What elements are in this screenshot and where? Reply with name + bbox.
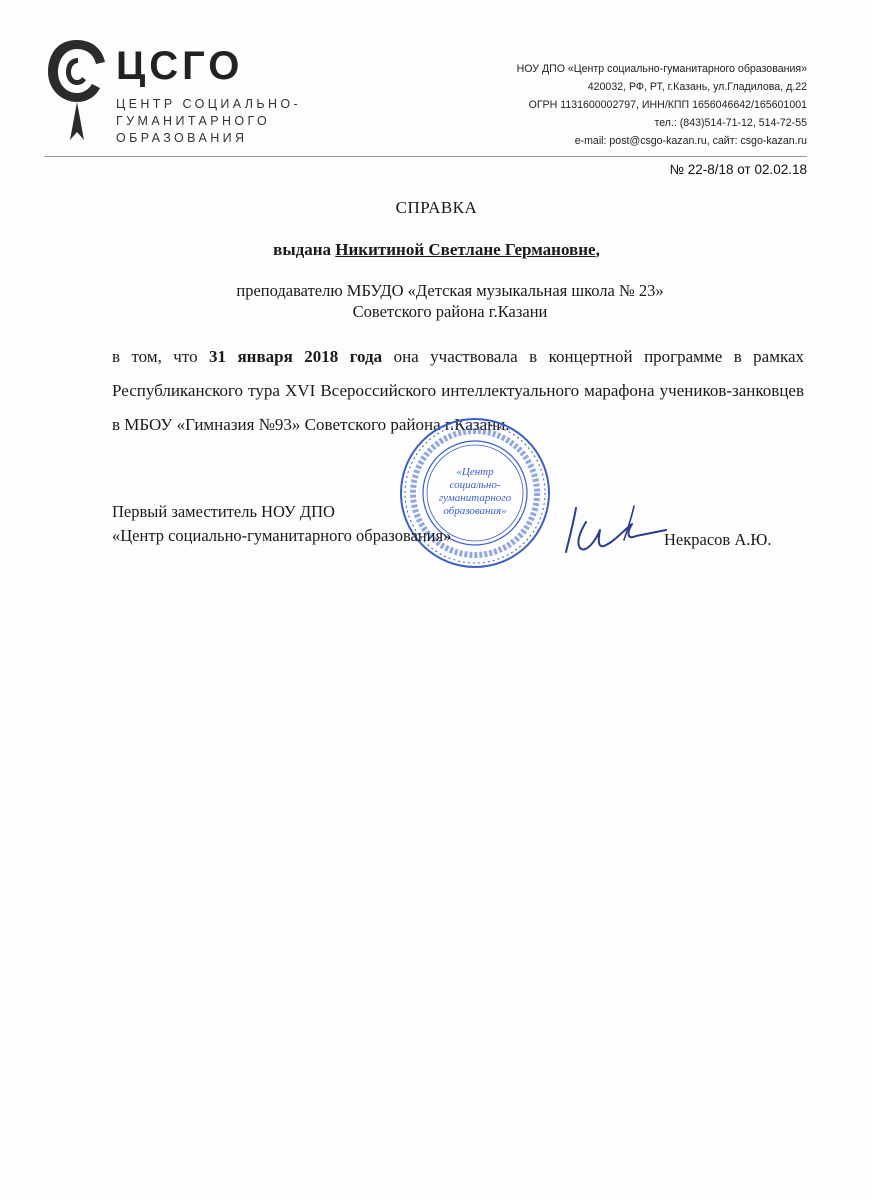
- logo-full-name: [116, 96, 356, 147]
- signer-title-line: «Центр социально-гуманитарного образования»: [112, 526, 452, 545]
- document-number: № 22-8/18 от 02.02.18: [669, 162, 807, 177]
- issued-to: [0, 240, 873, 260]
- stamp-line: «Центр: [456, 466, 494, 478]
- position-line: преподавателю МБУДО «Детская музыкальная школа № 23»: [236, 281, 664, 300]
- statement-rest: она участвовала в концертной программе в рамках Республиканского тура XVI Всероссийского интеллектуального марафона учеников-занковцев в МБОУ «Гимназия №93» Советского района г.Казани.: [112, 347, 805, 434]
- recipient-position: [150, 280, 750, 322]
- logo-mark-icon: [44, 36, 110, 146]
- org-requisites: [387, 60, 807, 150]
- statement-start: в том, что: [112, 347, 198, 366]
- issued-prefix: выдана: [273, 240, 332, 259]
- logo-full-line: ГУМАНИТАРНОГО: [116, 114, 271, 128]
- signer-name: Некрасов А.Ю.: [664, 530, 772, 549]
- org-contacts: e-mail: post@csgo-kazan.ru, сайт: csgo-kazan.ru: [574, 135, 807, 147]
- org-name: НОУ ДПО «Центр социально-гуманитарного образования»: [516, 63, 807, 75]
- signer-title: [112, 500, 451, 548]
- position-line: Советского района г.Казани: [352, 302, 548, 321]
- org-phone: тел.: (843)514-71-12, 514-72-55: [654, 117, 807, 129]
- logo-abbreviation: ЦСГО: [116, 44, 244, 88]
- recipient-name: Никитиной Светлане Германовне: [335, 240, 596, 259]
- statement-date: 31 января 2018 года: [209, 347, 383, 366]
- signer-title-line: Первый заместитель НОУ ДПО: [112, 502, 335, 521]
- recipient-suffix: ,: [595, 240, 600, 259]
- org-address: 420032, РФ, РТ, г.Казань, ул.Гладилова, д.22: [587, 81, 807, 93]
- logo-full-line: ЦЕНТР СОЦИАЛЬНО-: [116, 97, 302, 111]
- document-title: СПРАВКА: [395, 198, 478, 217]
- stamp-line: социально-: [449, 479, 501, 491]
- header-divider: [44, 156, 807, 157]
- stamp-line: образования»: [443, 505, 507, 517]
- org-registration: ОГРН 1131600002797, ИНН/КПП 1656046642/165601001: [528, 99, 807, 111]
- logo-full-line: ОБРАЗОВАНИЯ: [116, 131, 248, 145]
- stamp-line: гуманитарного: [438, 492, 512, 504]
- org-logo: [44, 36, 344, 156]
- handwritten-signature-icon: [562, 500, 672, 560]
